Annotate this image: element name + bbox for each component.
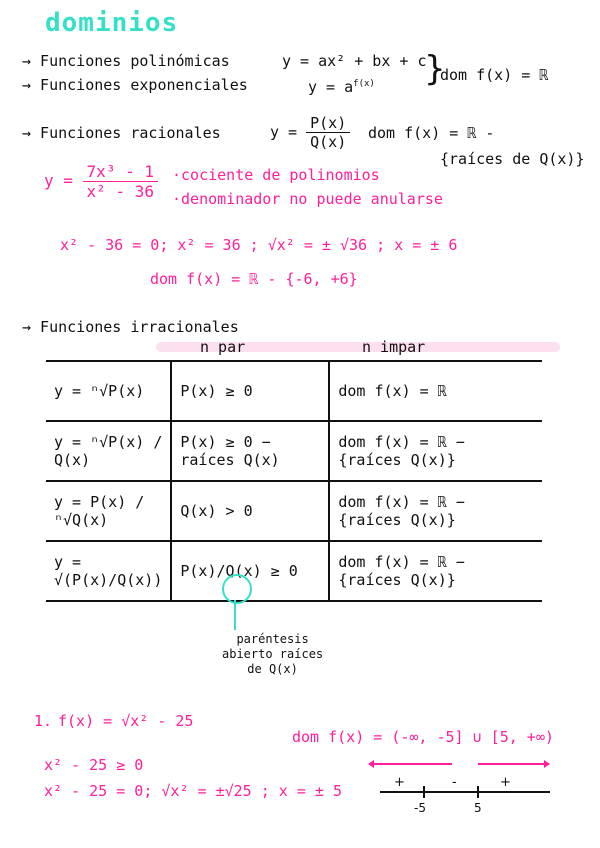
table-row [46,541,542,601]
example-step2: x² - 25 = 0; √x² = ±√25 ; x = ± 5 [44,782,343,800]
row-impar: dom f(x) = ℝ − {raíces Q(x)} [329,481,542,541]
sign-left: + [394,775,405,790]
sign-right: + [500,775,511,790]
irracionales-label: → Funciones irracionales [22,318,239,336]
racionales-label: → Funciones racionales [22,124,221,142]
row-formula: y = √(P(x)/Q(x)) [46,541,171,601]
exponenciales-label: → Funciones exponenciales [22,76,248,94]
tick-label-minus5: -5 [414,801,426,815]
highlight-circle-icon [222,574,252,604]
sign-number-line [360,756,560,816]
example-function: f(x) = √x² - 25 [58,712,194,730]
page-title: dominios [45,8,179,38]
note-cociente: ·cociente de polinomios [172,166,380,184]
row-formula: y = ⁿ√P(x) / Q(x) [46,421,171,481]
table-row [46,361,542,421]
header-n-par: n par [200,338,246,356]
example-number: 1. [34,712,53,730]
calc-roots: x² - 36 = 0; x² = 36 ; √x² = ± √36 ; x = ± 6 [60,236,458,254]
example-dom: dom f(x) = (-∞, -5] ∪ [5, +∞) [292,728,554,746]
row-formula: y = P(x) / ⁿ√Q(x) [46,481,171,541]
dom-racionales-raices: {raíces de Q(x)} [440,150,585,168]
dom-section1: dom f(x) = ℝ [440,66,549,84]
arrow-line-icon [234,600,236,630]
row-formula: y = ⁿ√P(x) [46,361,171,421]
row-impar: dom f(x) = ℝ [329,361,542,421]
row-par: Q(x) > 0 [171,481,329,541]
row-impar: dom f(x) = ℝ − {raíces Q(x)} [329,421,542,481]
domain-table [46,360,542,602]
calc-dom: dom f(x) = ℝ - {-6, +6} [150,270,358,288]
table-row [46,421,542,481]
row-impar: dom f(x) = ℝ − {raíces Q(x)} [329,541,542,601]
brace-icon: } [424,49,446,89]
polinomicas-label: → Funciones polinómicas [22,52,230,70]
polinomicas-formula: y = ax² + bx + c [282,52,427,70]
sign-middle: - [452,775,457,790]
racionales-formula: y = $\frac{P(x)}{Q(x)}$ [270,114,350,151]
note-parentesis: paréntesis abierto raíces de Q(x) [222,632,324,676]
example-step1: x² - 25 ≥ 0 [44,756,144,774]
row-par: P(x) ≥ 0 [171,361,329,421]
left-arrowhead-icon [368,760,374,768]
row-par: P(x) ≥ 0 − raíces Q(x) [171,421,329,481]
right-arrowhead-icon [544,760,550,768]
exponenciales-formula: $y = a^{f(x)}$ [308,78,375,96]
example-rational: y = $\frac{\text{7x³ - 1}}{\text{x² - 36}}$ [44,162,158,201]
table-row [46,481,542,541]
header-n-impar: n impar [362,338,426,356]
note-denominador: ·denominador no puede anularse [172,190,443,208]
row-par: P(x)/Q(x) ≥ 0 [171,541,329,601]
dom-racionales: dom f(x) = ℝ - [368,124,495,142]
tick-label-plus5: 5 [474,801,482,815]
